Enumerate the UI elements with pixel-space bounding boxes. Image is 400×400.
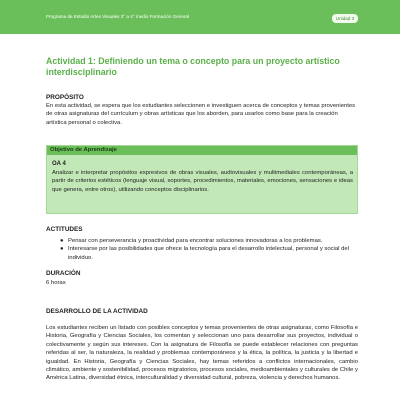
objective-code: OA 4: [52, 161, 66, 167]
duracion-text: 6 horas: [46, 280, 66, 286]
program-name: Programa de Estudio Artes Visuales 3° a 4° medio Formación General: [46, 14, 190, 19]
proposito-text: En esta actividad, se espera que los estudiantes seleccionen e investiguen acerca de conceptos y temas provenientes de otras asignaturas del currículum y obras artísticas que los aborden, para usarlos como base para la creación artística personal o colectiva.: [46, 103, 356, 126]
learning-objective-title: Objetivo de Aprendizaje: [50, 147, 117, 153]
actitudes-heading: ACTITUDES: [46, 226, 83, 233]
activity-title: Actividad 1: Definiendo un tema o concepto para un proyecto artístico interdisciplinario: [46, 56, 340, 77]
actitud-text: Interesarse por las posibilidades que ofrece la tecnología para el desarrollo intelectual, personal y social del individuo.: [68, 246, 349, 261]
learning-objective-box: [46, 145, 358, 214]
list-item: [46, 237, 358, 245]
desarrollo-text: Los estudiantes reciben un listado con posibles conceptos y temas provenientes de otras asignaturas, como Filosofía e Historia, Geografía y Ciencias Sociales, los comentan y seleccionan uno para desarrollar sus proyectos, individual o colectivamente y según sus intereses. Con la asignatura de Filosofía se puede establecer relaciones con preguntas referidas al ser, la naturaleza, la realidad y problemas contemporáneos y la ética, la política, la justicia y la libertad e igualdad. En Historia, Geografía y Ciencias Sociales, hay temas referidos a conflictos internacionales, cambio climático, ambiente y sostenibilidad, procesos migratorios, procesos sociales, medioambientales y culturales de Chile y América Latina, diversidad étnica, interculturalidad y diversidad cultural, pobreza, violencia y derechos humanos.: [46, 325, 358, 382]
proposito-heading: PROPÓSITO: [46, 94, 84, 101]
bullet-icon: ●: [60, 246, 64, 253]
actitud-text: Pensar con perseverancia y proactividad para encontrar soluciones innovadoras a los problemas.: [68, 238, 323, 244]
unit-badge: Unidad 3: [332, 14, 358, 23]
page-header: [0, 0, 400, 34]
list-item: [46, 245, 358, 262]
desarrollo-heading: DESARROLLO DE LA ACTIVIDAD: [46, 308, 148, 315]
learning-objective-header: [47, 146, 357, 155]
duracion-heading: DURACIÓN: [46, 270, 81, 277]
bullet-icon: ●: [60, 238, 64, 244]
objective-text: Analizar e interpretar propósitos expresivos de obras visuales, audiovisuales y multimediales contemporáneas, a partir de criterios estéticos (lenguaje visual, soportes, procedimientos, materiales, emociones, sensaciones e ideas que genera, entre otros), utilizando conceptos disciplinarios.: [52, 170, 353, 193]
actitudes-list: [46, 237, 358, 262]
